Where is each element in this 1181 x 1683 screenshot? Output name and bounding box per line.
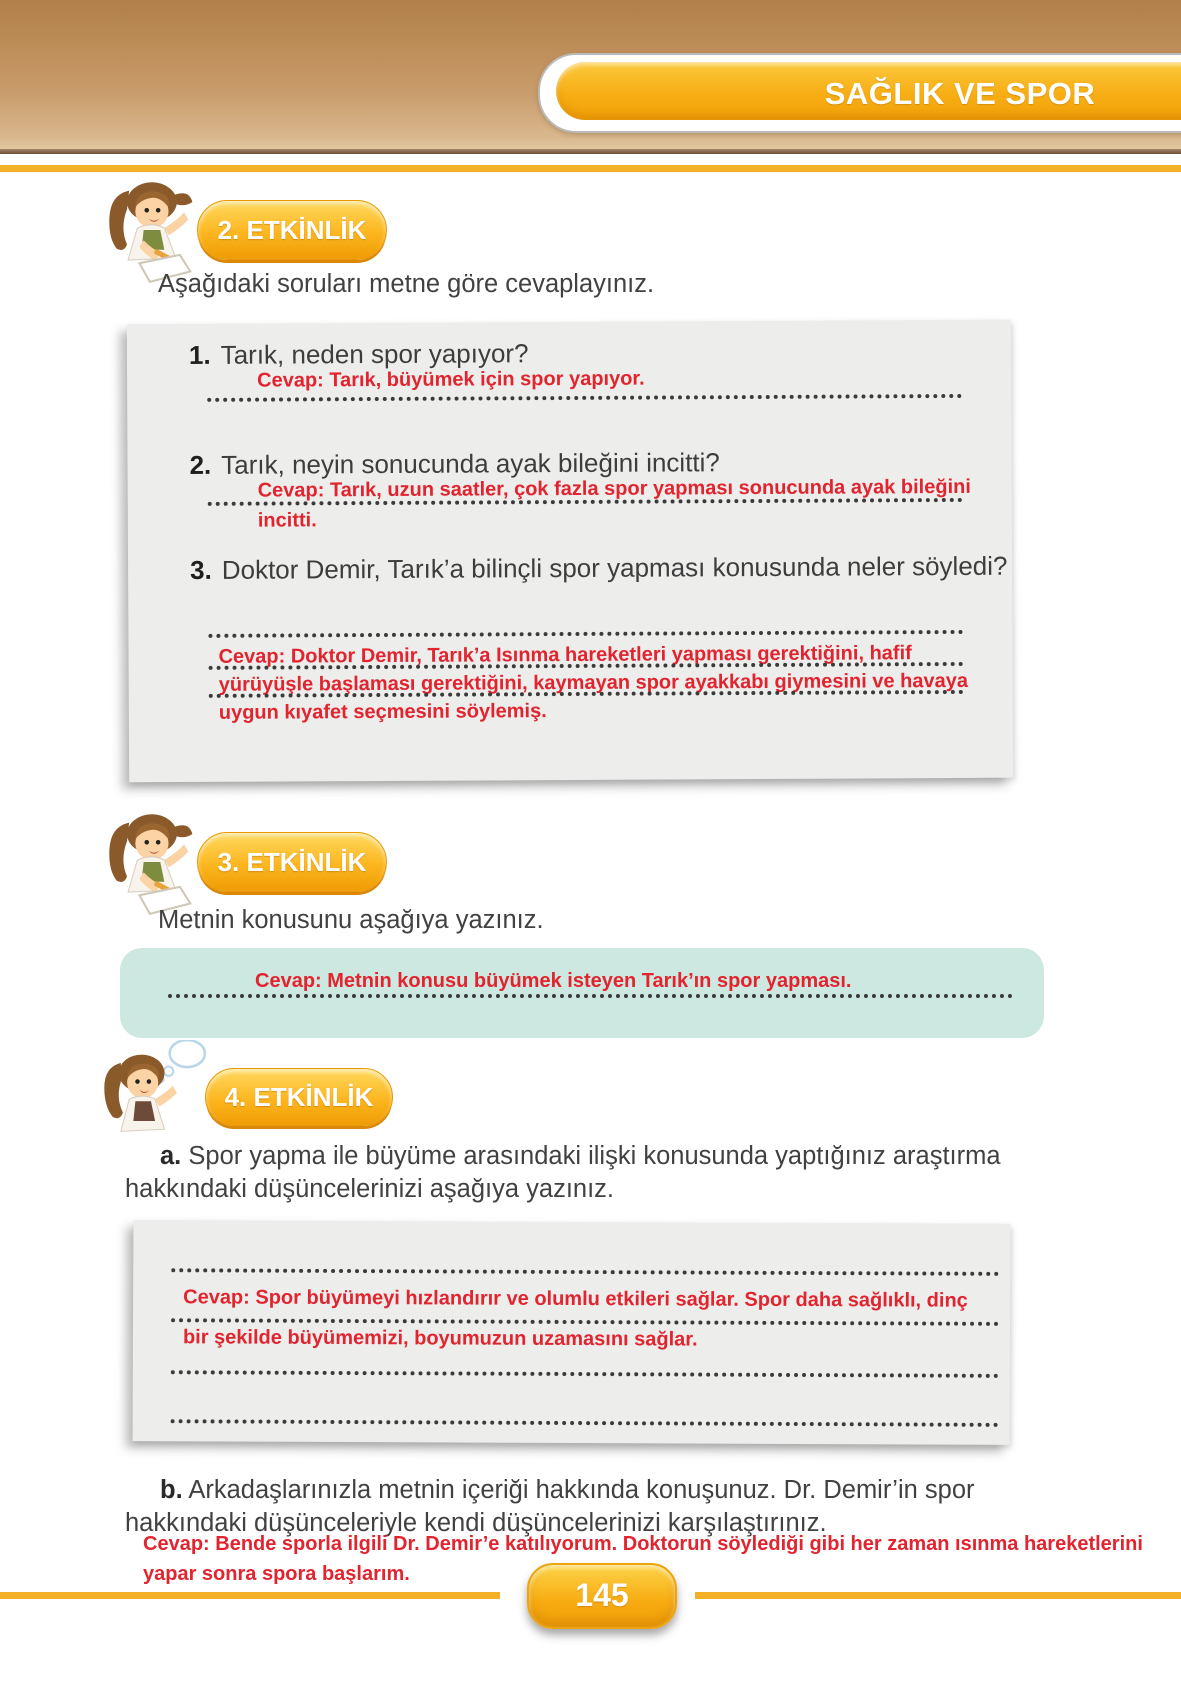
question-1-text: Tarık, neden spor yapıyor? — [220, 338, 529, 370]
question-1 — [189, 338, 529, 371]
part-b-label: b. — [160, 1476, 183, 1504]
answer-dotted-line — [171, 1318, 999, 1326]
student-girl-talking-icon — [96, 1040, 208, 1148]
activity-3-badge-label: 3. ETKİNLİK — [217, 847, 367, 877]
footer-rule-left — [0, 1592, 500, 1599]
question-2-text: Tarık, neyin sonucunda ayak bileğini incitti? — [221, 447, 720, 480]
activity-4b-instruction — [125, 1474, 1085, 1540]
topic-answer: Cevap: Metnin konusu büyümek isteyen Tarık’ın spor yapması. — [255, 970, 852, 992]
answer-sheet-activity4a — [133, 1220, 1011, 1445]
answer-4b-line1: Cevap: Bende sporla ilgili Dr. Demir’e katılıyorum. Doktorun söylediği gibi her zaman ısınma hareketlerini — [143, 1533, 1143, 1555]
answer-3-line2: yürüyüşle başlaması gerektiğini, kaymayan spor ayakkabı giymesini ve havaya — [218, 669, 969, 696]
answer-dotted-line — [171, 1268, 999, 1276]
activity-3-instruction: Metnin konusunu aşağıya yazınız. — [158, 906, 544, 934]
activity-4a-instruction — [125, 1140, 1085, 1206]
activity-3-badge — [197, 832, 387, 892]
activity-2-instruction: Aşağıdaki soruları metne göre cevaplayınız. — [158, 270, 655, 298]
topic-answer-box — [120, 948, 1044, 1038]
answer-2-line2: incitti. — [257, 509, 317, 532]
question-2 — [189, 447, 719, 481]
student-girl-writing-icon — [98, 808, 210, 916]
answer-4a-line1: Cevap: Spor büyümeyi hızlandırır ve olumlu etkileri sağlar. Spor daha sağlıklı, dinç — [183, 1286, 968, 1312]
activity-2-badge-label: 2. ETKİNLİK — [217, 215, 367, 245]
answer-1: Cevap: Tarık, büyümek için spor yapıyor. — [257, 367, 645, 392]
unit-title: SAĞLIK VE SPOR — [824, 76, 1096, 111]
question-1-number: 1. — [188, 339, 211, 370]
page-number: 145 — [575, 1577, 629, 1613]
question-3-text: Doktor Demir, Tarık’a bilinçli spor yapması konusunda neler söyledi? — [221, 550, 1008, 585]
activity-4-badge-label: 4. ETKİNLİK — [224, 1082, 374, 1112]
answer-sheet-activity2 — [127, 320, 1013, 783]
answer-2-line1: Cevap: Tarık, uzun saatler, çok fazla spor yapması sonucunda ayak bileğini — [257, 475, 971, 502]
page-number-badge — [527, 1563, 677, 1629]
footer-rule-right — [695, 1592, 1181, 1599]
answer-3-line3: uygun kıyafet seçmesini söylemiş. — [218, 700, 547, 724]
header-divider-brown — [0, 149, 1181, 154]
question-2-number: 2. — [189, 449, 212, 480]
answer-dotted-line — [208, 630, 963, 638]
part-a-text: Spor yapma ile büyüme arasındaki ilişki konusunda yaptığınız araştırma hakkındaki düşüncelerinizi aşağıya yazınız. — [125, 1142, 1001, 1203]
answer-3-line1: Cevap: Doktor Demir, Tarık’a Isınma hareketleri yapması gerektiğini, hafif — [218, 642, 912, 668]
answer-4b-line2: yapar sonra spora başlarım. — [143, 1563, 410, 1585]
answer-dotted-line — [207, 394, 962, 402]
part-b-text: Arkadaşlarınızla metnin içeriği hakkında konuşunuz. Dr. Demir’in spor hakkındaki düşünceleriyle kendi düşüncelerinizi karşılaştırınız. — [125, 1476, 975, 1537]
question-3-number: 3. — [190, 554, 212, 585]
question-3 — [128, 548, 1008, 589]
answer-4a-line2: bir şekilde büyümemizi, boyumuzun uzamasını sağlar. — [182, 1326, 698, 1351]
part-a-label: a. — [160, 1142, 182, 1170]
answer-dotted-line — [168, 994, 1013, 998]
answer-dotted-line — [171, 1419, 999, 1427]
speech-bubble-icon — [170, 1040, 205, 1067]
activity-2-badge — [197, 200, 387, 260]
student-girl-writing-icon — [98, 176, 210, 284]
header-divider-yellow — [0, 165, 1181, 172]
activity-4-badge — [205, 1068, 393, 1126]
answer-dotted-line — [171, 1370, 999, 1378]
